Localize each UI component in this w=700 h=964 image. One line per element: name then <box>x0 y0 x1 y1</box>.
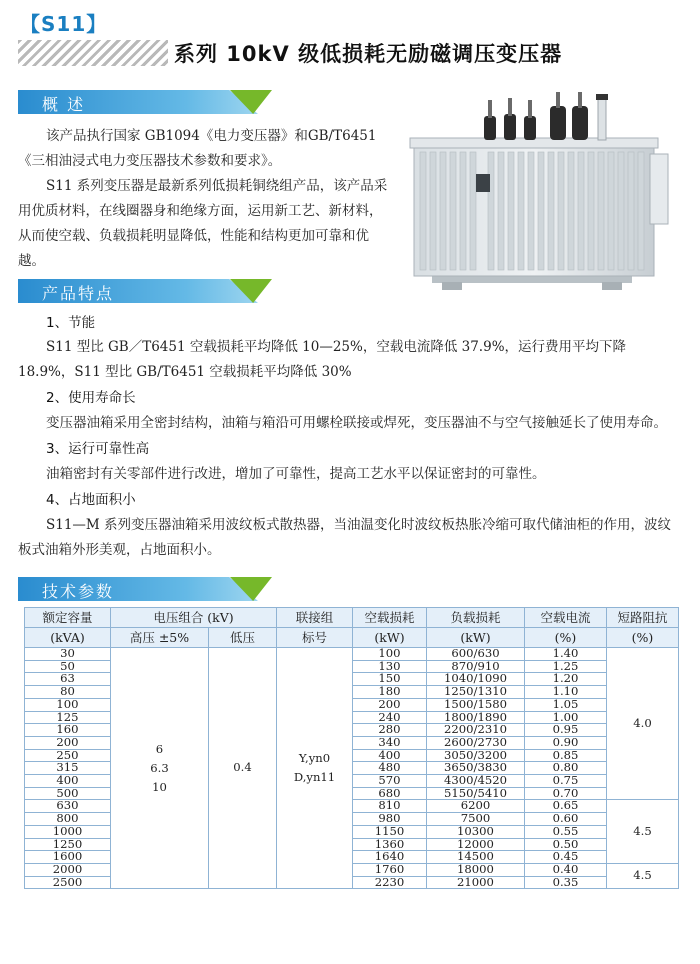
load-loss-cell: 18000 <box>427 863 525 876</box>
noload-loss-cell: 100 <box>353 648 427 661</box>
header-connection-2: 标号 <box>277 628 353 648</box>
capacity-cell: 1000 <box>25 825 111 838</box>
noload-loss-cell: 480 <box>353 762 427 775</box>
section-banner-features <box>18 279 272 303</box>
header-impedance: 短路阻抗 <box>607 608 679 628</box>
overview-paragraph-2: S11 系列变压器是最新系列低损耗铜绕组产品，该产品采用优质材料，在线圈器身和绝缘方面，运用新工艺、新材料，从而使空载、负载损耗明显降低，性能和结构更加可靠和优越。 <box>18 178 388 269</box>
header-hv: 高压 ±5% <box>111 628 209 648</box>
noload-loss-cell: 570 <box>353 775 427 788</box>
header-load-unit: (kW) <box>427 628 525 648</box>
load-loss-cell: 4300/4520 <box>427 775 525 788</box>
section-banner-overview <box>18 90 272 114</box>
header-connection: 联接组 <box>277 608 353 628</box>
capacity-cell: 125 <box>25 711 111 724</box>
noload-current-cell: 1.40 <box>525 648 607 661</box>
noload-current-cell: 1.10 <box>525 686 607 699</box>
noload-current-cell: 1.05 <box>525 698 607 711</box>
features-list <box>18 311 682 563</box>
transformer-image <box>392 88 688 300</box>
header-noload-loss: 空载损耗 <box>353 608 427 628</box>
load-loss-cell: 3050/3200 <box>427 749 525 762</box>
load-loss-cell: 600/630 <box>427 648 525 661</box>
capacity-cell: 315 <box>25 762 111 775</box>
header-lv: 低压 <box>209 628 277 648</box>
hatch-decoration <box>18 40 168 66</box>
capacity-cell: 800 <box>25 813 111 826</box>
capacity-cell: 2500 <box>25 876 111 889</box>
capacity-cell: 160 <box>25 724 111 737</box>
hv-cell: 6 6.3 10 <box>111 648 209 889</box>
noload-loss-cell: 340 <box>353 736 427 749</box>
spec-table <box>24 607 679 889</box>
section-title-overview: 概 述 <box>42 95 86 114</box>
noload-current-cell: 0.85 <box>525 749 607 762</box>
noload-loss-cell: 150 <box>353 673 427 686</box>
noload-loss-cell: 810 <box>353 800 427 813</box>
impedance-cell: 4.0 <box>607 648 679 800</box>
noload-current-cell: 0.50 <box>525 838 607 851</box>
capacity-cell: 630 <box>25 800 111 813</box>
noload-current-cell: 0.35 <box>525 876 607 889</box>
spec-table-body <box>25 648 679 889</box>
overview-text <box>18 124 388 274</box>
load-loss-cell: 3650/3830 <box>427 762 525 775</box>
header-current-unit: (%) <box>525 628 607 648</box>
feature-text: 变压器油箱采用全密封结构，油箱与箱沿可用螺栓联接或焊死，变压器油不与空气接触延长了使用寿命。 <box>46 415 667 431</box>
load-loss-cell: 870/910 <box>427 660 525 673</box>
noload-current-cell: 0.70 <box>525 787 607 800</box>
load-loss-cell: 10300 <box>427 825 525 838</box>
capacity-cell: 1600 <box>25 851 111 864</box>
header-impedance-unit: (%) <box>607 628 679 648</box>
feature-heading: 2、使用寿命长 <box>46 390 136 406</box>
load-loss-cell: 14500 <box>427 851 525 864</box>
feature-heading: 4、占地面积小 <box>46 492 136 508</box>
noload-current-cell: 0.80 <box>525 762 607 775</box>
noload-current-cell: 0.55 <box>525 825 607 838</box>
load-loss-cell: 1500/1580 <box>427 698 525 711</box>
load-loss-cell: 6200 <box>427 800 525 813</box>
impedance-cell: 4.5 <box>607 800 679 864</box>
noload-current-cell: 0.75 <box>525 775 607 788</box>
noload-current-cell: 0.60 <box>525 813 607 826</box>
noload-current-cell: 0.65 <box>525 800 607 813</box>
feature-heading: 1、节能 <box>46 315 96 331</box>
capacity-cell: 63 <box>25 673 111 686</box>
title-row <box>0 36 700 72</box>
noload-loss-cell: 1150 <box>353 825 427 838</box>
feature-text: S11—M 系列变压器油箱采用波纹板式散热器，当油温变化时波纹板热胀冷缩可取代储油柜的作用，波纹板式油箱外形美观，占地面积小。 <box>18 517 672 558</box>
load-loss-cell: 1250/1310 <box>427 686 525 699</box>
header-voltage: 电压组合 (kV) <box>111 608 277 628</box>
page-title: 系列 10kV 级低损耗无励磁调压变压器 <box>174 42 563 66</box>
impedance-cell: 4.5 <box>607 863 679 888</box>
noload-loss-cell: 180 <box>353 686 427 699</box>
table-row <box>25 648 679 661</box>
capacity-cell: 200 <box>25 736 111 749</box>
capacity-cell: 30 <box>25 648 111 661</box>
header-noload-unit: (kW) <box>353 628 427 648</box>
header-capacity-unit: (kVA) <box>25 628 111 648</box>
header-load-loss: 负载损耗 <box>427 608 525 628</box>
noload-current-cell: 0.45 <box>525 851 607 864</box>
section-title-tech: 技术参数 <box>42 582 115 601</box>
noload-current-cell: 0.95 <box>525 724 607 737</box>
capacity-cell: 500 <box>25 787 111 800</box>
connection-cell: Y,yn0 D,yn11 <box>277 648 353 889</box>
lv-cell: 0.4 <box>209 648 277 889</box>
overview-paragraph-1: 该产品执行国家 GB1094《电力变压器》和GB/T6451《三相油浸式电力变压器技术参数和要求》。 <box>18 128 377 169</box>
load-loss-cell: 7500 <box>427 813 525 826</box>
header-noload-current: 空载电流 <box>525 608 607 628</box>
capacity-cell: 100 <box>25 698 111 711</box>
noload-loss-cell: 1640 <box>353 851 427 864</box>
capacity-cell: 2000 <box>25 863 111 876</box>
section-banner-tech <box>18 577 272 601</box>
noload-loss-cell: 1760 <box>353 863 427 876</box>
noload-loss-cell: 280 <box>353 724 427 737</box>
noload-current-cell: 1.25 <box>525 660 607 673</box>
noload-loss-cell: 200 <box>353 698 427 711</box>
load-loss-cell: 2600/2730 <box>427 736 525 749</box>
spec-table-wrap <box>24 607 679 889</box>
load-loss-cell: 21000 <box>427 876 525 889</box>
load-loss-cell: 12000 <box>427 838 525 851</box>
section-title-features: 产品特点 <box>42 284 115 303</box>
series-tag: 【S11】 <box>20 12 108 36</box>
capacity-cell: 50 <box>25 660 111 673</box>
noload-current-cell: 1.20 <box>525 673 607 686</box>
feature-heading: 3、运行可靠性高 <box>46 441 150 457</box>
load-loss-cell: 5150/5410 <box>427 787 525 800</box>
header-capacity: 额定容量 <box>25 608 111 628</box>
noload-current-cell: 1.00 <box>525 711 607 724</box>
noload-current-cell: 0.40 <box>525 863 607 876</box>
noload-loss-cell: 680 <box>353 787 427 800</box>
load-loss-cell: 1040/1090 <box>427 673 525 686</box>
noload-loss-cell: 980 <box>353 813 427 826</box>
noload-loss-cell: 400 <box>353 749 427 762</box>
load-loss-cell: 1800/1890 <box>427 711 525 724</box>
capacity-cell: 80 <box>25 686 111 699</box>
load-loss-cell: 2200/2310 <box>427 724 525 737</box>
noload-current-cell: 0.90 <box>525 736 607 749</box>
capacity-cell: 400 <box>25 775 111 788</box>
capacity-cell: 250 <box>25 749 111 762</box>
noload-loss-cell: 240 <box>353 711 427 724</box>
noload-loss-cell: 1360 <box>353 838 427 851</box>
feature-text: S11 型比 GB／T6451 空载损耗平均降低 10—25%，空载电流降低 37.9%，运行费用平均下降 18.9%，S11 型比 GB/T6451 空载损耗平均降低 30% <box>18 339 627 380</box>
feature-text: 油箱密封有关零部件进行改进，增加了可靠性，提高工艺水平以保证密封的可靠性。 <box>46 466 546 482</box>
noload-loss-cell: 2230 <box>353 876 427 889</box>
capacity-cell: 1250 <box>25 838 111 851</box>
noload-loss-cell: 130 <box>353 660 427 673</box>
